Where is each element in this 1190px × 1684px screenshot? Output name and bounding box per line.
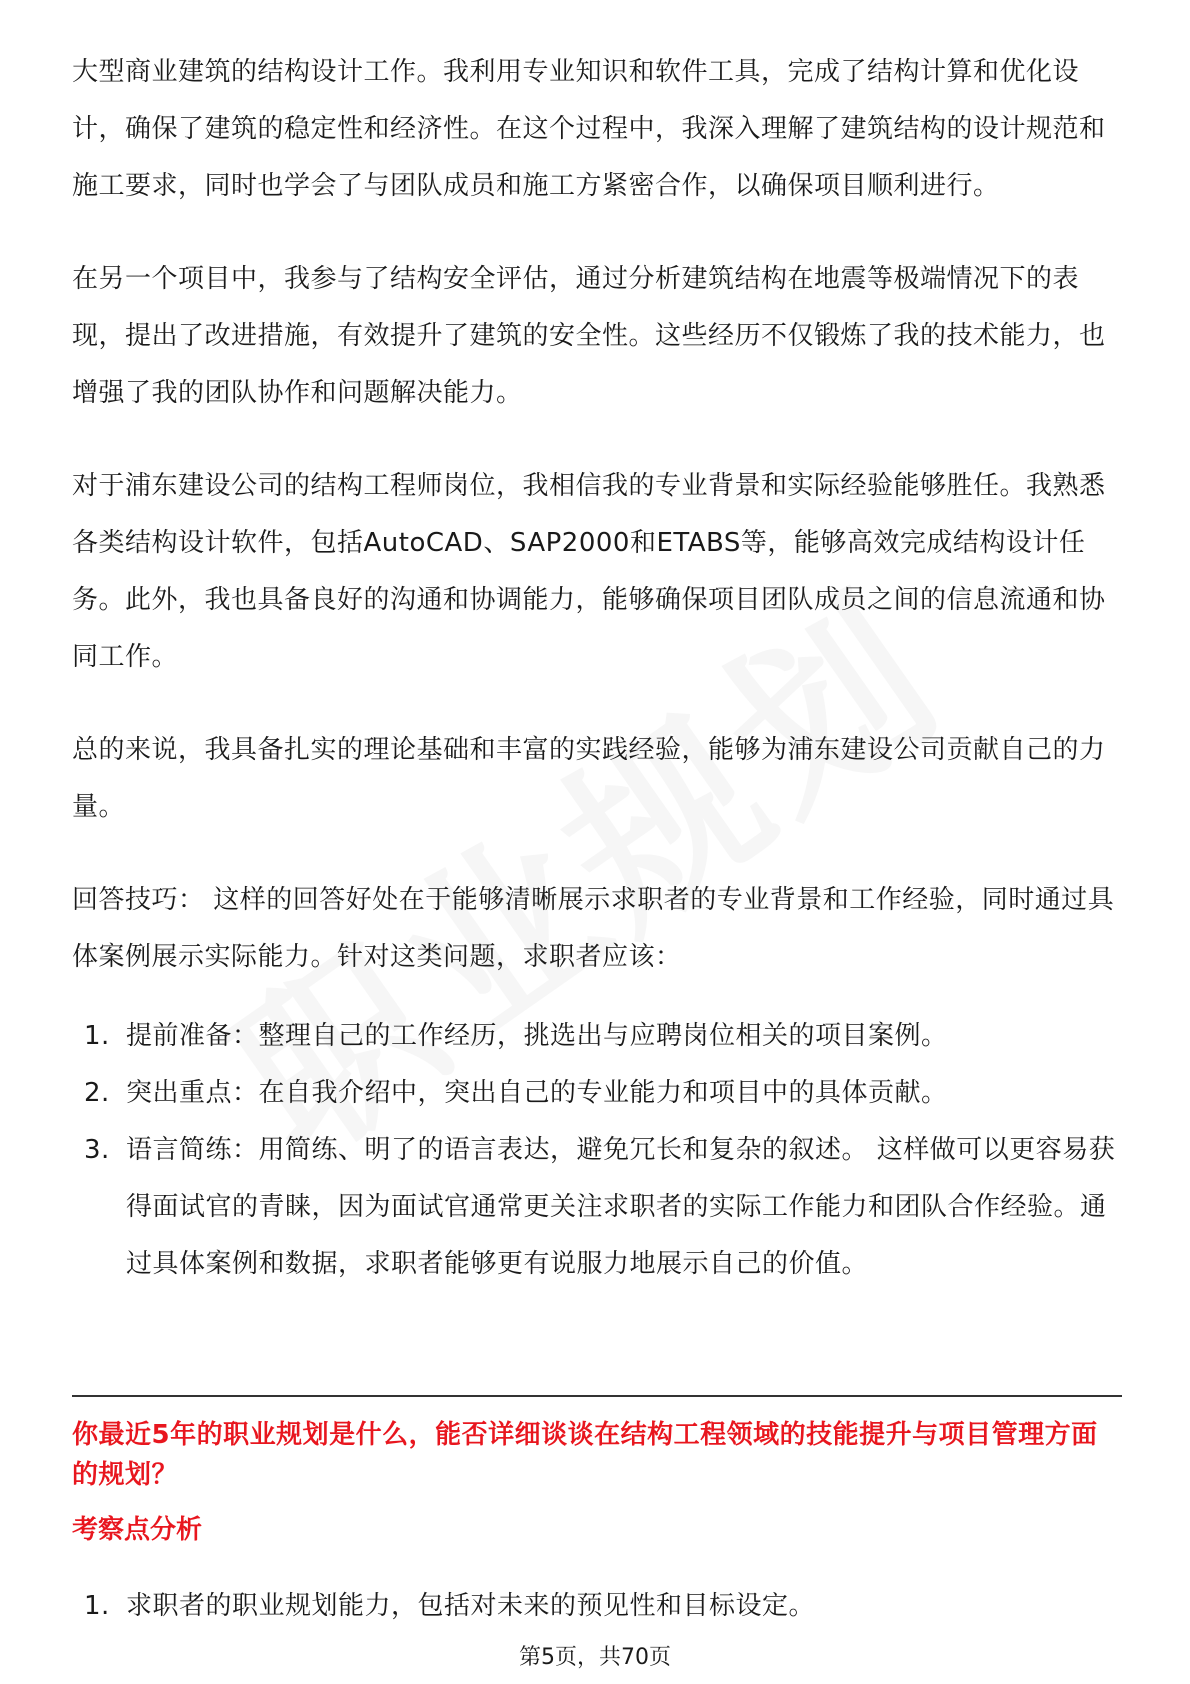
list-text: 语言简练：用简练、明了的语言表达，避免冗长和复杂的叙述。 这样做可以更容易获得面试官的青睐，因为面试官通常更关注求职者的实际工作能力和团队合作经验。通过具体案例和数据，求职者能够更有说服力地展示自己的价值。 xyxy=(126,1135,1116,1279)
list-item xyxy=(72,1122,1122,1293)
paragraph-tips-intro: 回答技巧： 这样的回答好处在于能够清晰展示求职者的专业背景和工作经验，同时通过具体案例展示实际能力。针对这类问题，求职者应该： xyxy=(72,885,1115,972)
list-number: 2. xyxy=(84,1078,110,1108)
list-text: 提前准备：整理自己的工作经历，挑选出与应聘岗位相关的项目案例。 xyxy=(126,1021,948,1051)
list-item xyxy=(72,1578,1122,1635)
page-number: 第5页，共70页 xyxy=(519,1645,671,1670)
analysis-heading: 考察点分析 xyxy=(72,1515,203,1545)
paragraph-4: 总的来说，我具备扎实的理论基础和丰富的实践经验，能够为浦东建设公司贡献自己的力量。 xyxy=(72,735,1106,822)
document-body xyxy=(72,44,1122,1293)
list-number: 1. xyxy=(84,1021,110,1051)
list-item xyxy=(72,1008,1122,1065)
question-heading: 你最近5年的职业规划是什么，能否详细谈谈在结构工程领域的技能提升与项目管理方面的规划？ xyxy=(72,1420,1098,1490)
list-number: 3. xyxy=(84,1135,110,1165)
list-text: 求职者的职业规划能力，包括对未来的预见性和目标设定。 xyxy=(126,1591,816,1621)
analysis-list xyxy=(72,1578,1122,1635)
list-item xyxy=(72,1065,1122,1122)
tips-list xyxy=(72,1008,1122,1293)
paragraph-2: 在另一个项目中，我参与了结构安全评估，通过分析建筑结构在地震等极端情况下的表现，提出了改进措施，有效提升了建筑的安全性。这些经历不仅锻炼了我的技术能力，也增强了我的团队协作和问题解决能力。 xyxy=(72,264,1106,408)
paragraph-3: 对于浦东建设公司的结构工程师岗位，我相信我的专业背景和实际经验能够胜任。我熟悉各类结构设计软件，包括AutoCAD、SAP2000和ETABS等，能够高效完成结构设计任务。此外，我也具备良好的沟通和协调能力，能够确保项目团队成员之间的信息流通和协同工作。 xyxy=(72,471,1106,672)
list-number: 1. xyxy=(84,1591,110,1621)
paragraph-1: 大型商业建筑的结构设计工作。我利用专业知识和软件工具，完成了结构计算和优化设计，确保了建筑的稳定性和经济性。在这个过程中，我深入理解了建筑结构的设计规范和施工要求，同时也学会了与团队成员和施工方紧密合作，以确保项目顺利进行。 xyxy=(72,57,1106,201)
section-divider xyxy=(72,1395,1122,1397)
list-text: 突出重点：在自我介绍中，突出自己的专业能力和项目中的具体贡献。 xyxy=(126,1078,948,1108)
